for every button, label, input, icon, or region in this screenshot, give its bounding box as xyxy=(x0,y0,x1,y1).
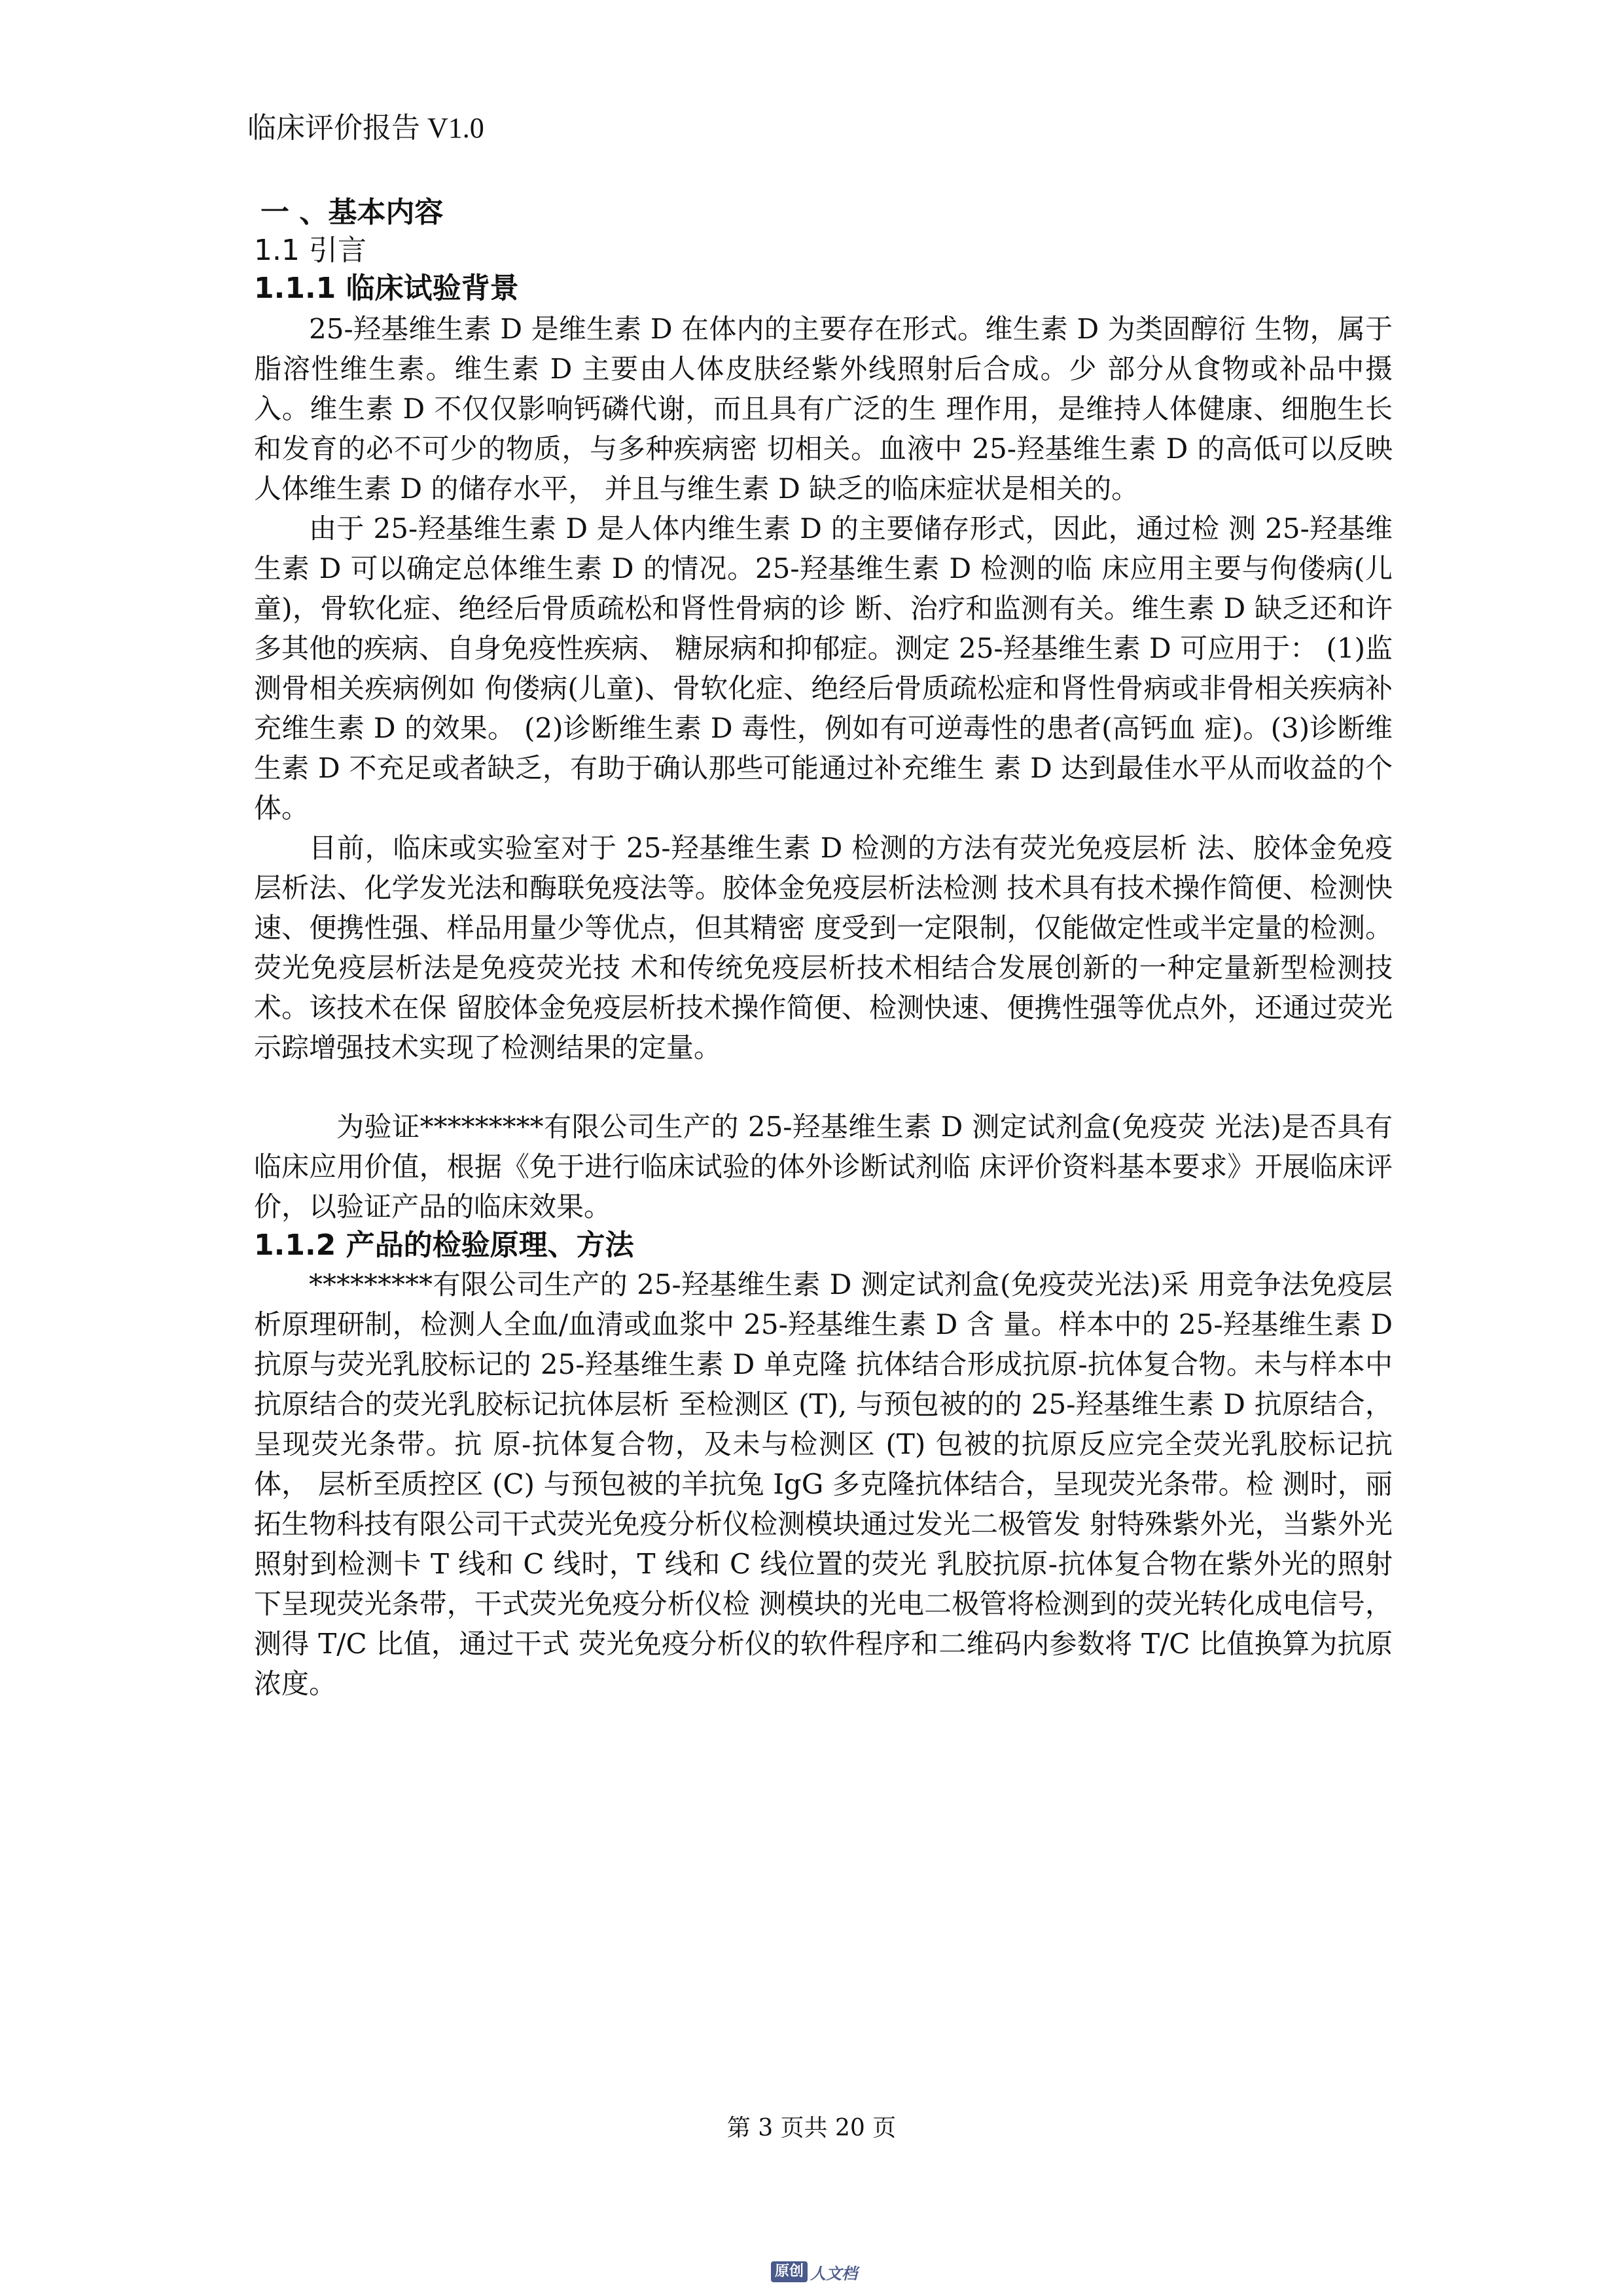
paragraph-detection-methods: 目前，临床或实验室对于 25-羟基维生素 D 检测的方法有荧光免疫层析 法、胶体金免疫层析法、化学发光法和酶联免疫法等。胶体金免疫层析法检测 技术具有技术操作简便、检测快速、便携性强、样品用量少等优点，但其精密 度受到一定限制，仅能做定性或半定量的检测。荧光免疫层析法是免疫荧光技 术和传统免疫层析技术相结合发展创新的一种定量新型检测技术。该技术在保 留胶体金免疫层析技术操作简便、检测快速、便携性强等优点外，还通过荧光 示踪增强技术实现了检测结果的定量。 xyxy=(254,832,1393,1064)
paragraph-verification-purpose: 为验证*********有限公司生产的 25-羟基维生素 D 测定试剂盒(免疫荧 光法)是否具有临床应用价值，根据《免于进行临床试验的体外诊断试剂临 床评价资料基本要求》开展临床评价，以验证产品的临床效果。 xyxy=(254,1111,1393,1223)
paragraph-spacer xyxy=(254,1067,1393,1107)
section-heading-basic-content: 一 、基本内容 xyxy=(260,196,444,229)
paragraph-test-principle: *********有限公司生产的 25-羟基维生素 D 测定试剂盒(免疫荧光法)采 用竞争法免疫层析原理研制，检测人全血/血清或血浆中 25-羟基维生素 D 含 量。样本中的 25-羟基维生素 D 抗原与荧光乳胶标记的 25-羟基维生素 D 单克隆 抗体结合形成抗原-抗体复合物。未与样本中抗原结合的荧光乳胶标记抗体层析 至检测区 (T), 与预包被的的 25-羟基维生素 D 抗原结合，呈现荧光条带。抗 原-抗体复合物，及未与检测区 (T) 包被的抗原反应完全荧光乳胶标记抗体， 层析至质控区 (C) 与预包被的羊抗兔 IgG 多克隆抗体结合，呈现荧光条带。检 测时，丽拓生物科技有限公司干式荧光免疫分析仪检测模块通过发光二极管发 射特殊紫外光，当紫外光照射到检测卡 T 线和 C 线时，T 线和 C 线位置的荧光 乳胶抗原-抗体复合物在紫外光的照射下呈现荧光条带，干式荧光免疫分析仪检 测模块的光电二极管将检测到的荧光转化成电信号，测得 T/C 比值，通过干式 荧光免疫分析仪的软件程序和二维码内参数将 T/C 比值换算为抗原浓度。 xyxy=(254,1268,1393,1700)
document-header-title: 临床评价报告 V1.0 xyxy=(247,112,484,144)
section-heading-test-principle: 1.1.2 产品的检验原理、方法 xyxy=(254,1229,634,1262)
section-heading-introduction: 1.1 引言 xyxy=(254,234,366,267)
watermark-logo xyxy=(771,2261,857,2283)
paragraph-vitamin-d-detection-application: 由于 25-羟基维生素 D 是人体内维生素 D 的主要储存形式，因此，通过检 测 25-羟基维生素 D 可以确定总体维生素 D 的情况。25-羟基维生素 D 检测的临 床应用主要与佝偻病(儿童)，骨软化症、绝经后骨质疏松和肾性骨病的诊 断、治疗和监测有关。维生素 D 缺乏还和许多其他的疾病、自身免疫性疾病、 糖尿病和抑郁症。测定 25-羟基维生素 D 可应用于： (1)监测骨相关疾病例如 佝偻病(儿童)、骨软化症、绝经后骨质疏松症和肾性骨病或非骨相关疾病补 充维生素 D 的效果。 (2)诊断维生素 D 毒性，例如有可逆毒性的患者(高钙血 症)。(3)诊断维生素 D 不充足或者缺乏，有助于确认那些可能通过补充维生 素 D 达到最佳水平从而收益的个体。 xyxy=(254,512,1393,824)
section-heading-clinical-trial-background: 1.1.1 临床试验背景 xyxy=(254,272,519,305)
page-number-footer: 第 3 页共 20 页 xyxy=(726,2115,897,2142)
watermark-text: 人文档 xyxy=(810,2264,858,2283)
watermark-badge: 原创 xyxy=(771,2261,808,2282)
document-body xyxy=(254,194,1393,1704)
paragraph-vitamin-d-overview: 25-羟基维生素 D 是维生素 D 在体内的主要存在形式。维生素 D 为类固醇衍 生物，属于脂溶性维生素。维生素 D 主要由人体皮肤经紫外线照射后合成。少 部分从食物或补品中摄入。维生素 D 不仅仅影响钙磷代谢，而且具有广泛的生 理作用，是维持人体健康、细胞生长和发育的必不可少的物质，与多种疾病密 切相关。血液中 25-羟基维生素 D 的高低可以反映人体维生素 D 的储存水平， 并且与维生素 D 缺乏的临床症状是相关的。 xyxy=(254,313,1393,505)
